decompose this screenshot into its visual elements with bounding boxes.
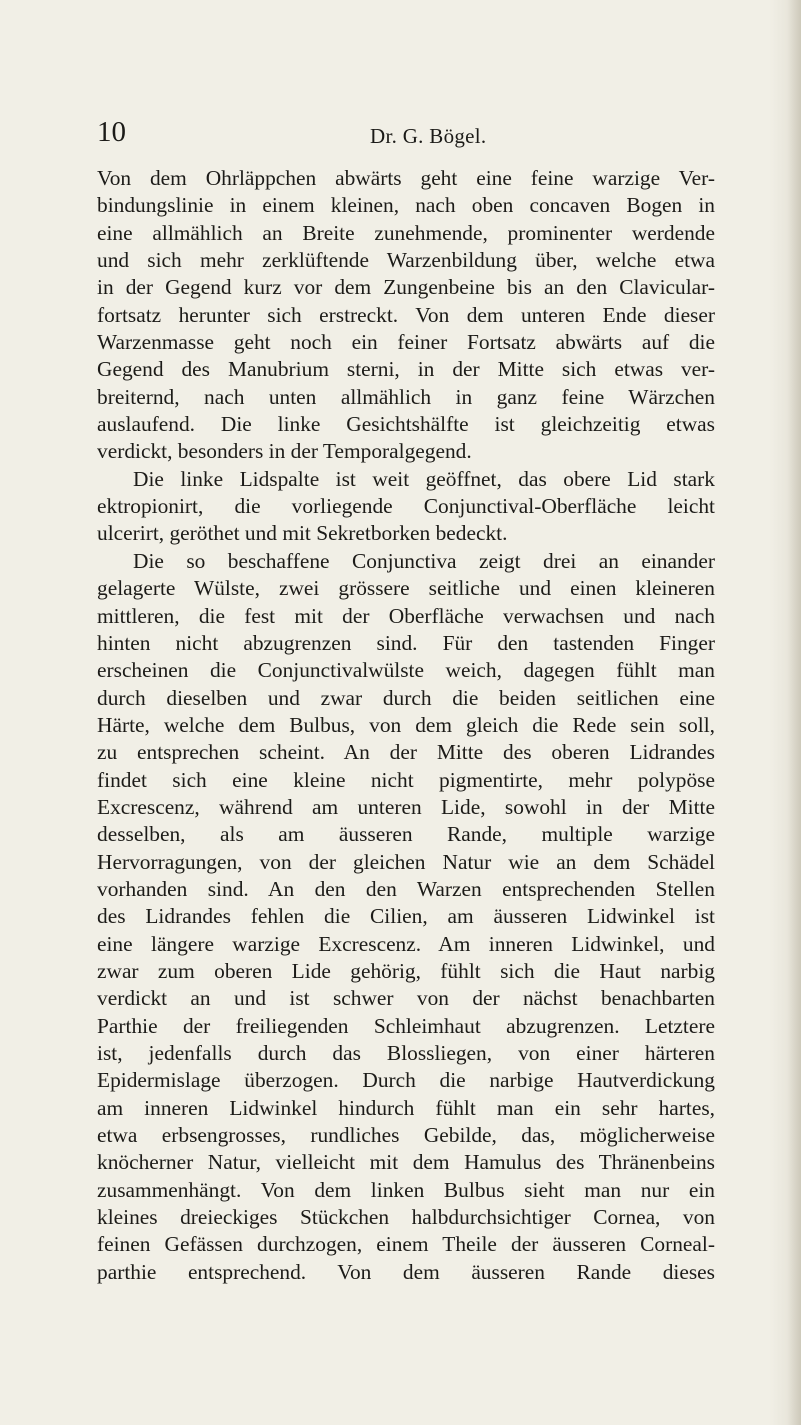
page-header bbox=[0, 115, 801, 155]
text-line: feinen Gefässen durchzogen, einem Theile der äusseren Corneal- bbox=[97, 1232, 715, 1257]
text-line: bindungslinie in einem kleinen, nach oben concaven Bogen in bbox=[97, 193, 715, 218]
text-line: ist, jedenfalls durch das Blossliegen, von einer härteren bbox=[97, 1041, 715, 1065]
text-line: zusammenhängt. Von dem linken Bulbus sieht man nur ein bbox=[97, 1177, 715, 1202]
text-line: gelagerte Wülste, zwei grössere seitliche und einen kleineren bbox=[97, 576, 715, 601]
text-line: ulcerirt, geröthet und mit Sekretborken bedeckt. bbox=[97, 521, 508, 546]
text-line: desselben, als am äusseren Rande, multiple warzige bbox=[97, 822, 715, 847]
text-line: erscheinen die Conjunctivalwülste weich, dagegen fühlt man bbox=[97, 658, 715, 683]
text-line: Hervorragungen, von der gleichen Natur wie an dem Schädel bbox=[97, 849, 715, 874]
text-line: Von dem Ohrläppchen abwärts geht eine feine warzige Ver- bbox=[97, 166, 715, 190]
text-line: verdickt an und ist schwer von der nächst benachbarten bbox=[97, 986, 715, 1011]
text-line: Härte, welche dem Bulbus, von dem gleich die Rede sein soll, bbox=[97, 712, 715, 737]
text-line: Gegend des Manubrium sterni, in der Mitte sich etwas ver- bbox=[97, 357, 715, 382]
text-line: breiternd, nach unten allmählich in ganz feine Wärzchen bbox=[97, 384, 715, 409]
text-line: vorhanden sind. An den den Warzen entsprechenden Stellen bbox=[97, 876, 715, 901]
text-line: und sich mehr zerklüftende Warzenbildung über, welche etwa bbox=[97, 248, 715, 273]
paragraph-3 bbox=[97, 548, 715, 1286]
text-line: parthie entsprechend. Von dem äusseren Rande dieses bbox=[97, 1259, 715, 1284]
text-line: Die so beschaffene Conjunctiva zeigt drei an einander bbox=[133, 548, 715, 573]
page-edge-shadow bbox=[787, 0, 801, 1425]
text-line: am inneren Lidwinkel hindurch fühlt man ein sehr hartes, bbox=[97, 1095, 715, 1120]
text-line: findet sich eine kleine nicht pigmentirte, mehr polypöse bbox=[97, 767, 715, 792]
text-line: zwar zum oberen Lide gehörig, fühlt sich die Haut narbig bbox=[97, 958, 715, 983]
text-line: Epidermislage überzogen. Durch die narbige Hautverdickung bbox=[97, 1068, 715, 1093]
text-line: eine allmählich an Breite zunehmende, prominenter werdende bbox=[97, 220, 715, 245]
text-line: kleines dreieckiges Stückchen halbdurchsichtiger Cornea, von bbox=[97, 1205, 715, 1230]
text-line: Die linke Lidspalte ist weit geöffnet, das obere Lid stark bbox=[133, 466, 715, 491]
text-line: hinten nicht abzugrenzen sind. Für den tastenden Finger bbox=[97, 630, 715, 655]
text-line: eine längere warzige Excrescenz. Am inneren Lidwinkel, und bbox=[97, 931, 715, 956]
text-line: durch dieselben und zwar durch die beiden seitlichen eine bbox=[97, 685, 715, 710]
text-line: ektropionirt, die vorliegende Conjunctival-Oberfläche leicht bbox=[97, 494, 715, 519]
body-text bbox=[97, 165, 715, 1286]
text-line: Warzenmasse geht noch ein feiner Fortsatz abwärts auf die bbox=[97, 330, 715, 355]
running-head: Dr. G. Bögel. bbox=[370, 124, 487, 148]
text-line: fortsatz herunter sich erstreckt. Von dem unteren Ende dieser bbox=[97, 302, 715, 327]
text-line: knöcherner Natur, vielleicht mit dem Hamulus des Thränenbeins bbox=[97, 1150, 715, 1175]
text-line: auslaufend. Die linke Gesichtshälfte ist gleichzeitig etwas bbox=[97, 412, 715, 437]
text-line: Parthie der freiliegenden Schleimhaut abzugrenzen. Letztere bbox=[97, 1013, 715, 1038]
text-line: Excrescenz, während am unteren Lide, sowohl in der Mitte bbox=[97, 794, 715, 819]
text-line: in der Gegend kurz vor dem Zungenbeine bis an den Clavicular- bbox=[97, 275, 715, 300]
page-number: 10 bbox=[97, 116, 126, 148]
text-line: mittleren, die fest mit der Oberfläche verwachsen und nach bbox=[97, 603, 715, 628]
text-line: verdickt, besonders in der Temporalgegend. bbox=[97, 439, 472, 464]
text-line: zu entsprechen scheint. An der Mitte des oberen Lidrandes bbox=[97, 740, 715, 765]
paragraph-1 bbox=[97, 165, 715, 466]
paragraph-2 bbox=[97, 466, 715, 548]
text-line: etwa erbsengrosses, rundliches Gebilde, das, möglicherweise bbox=[97, 1123, 715, 1148]
text-line: des Lidrandes fehlen die Cilien, am äusseren Lidwinkel ist bbox=[97, 904, 715, 929]
